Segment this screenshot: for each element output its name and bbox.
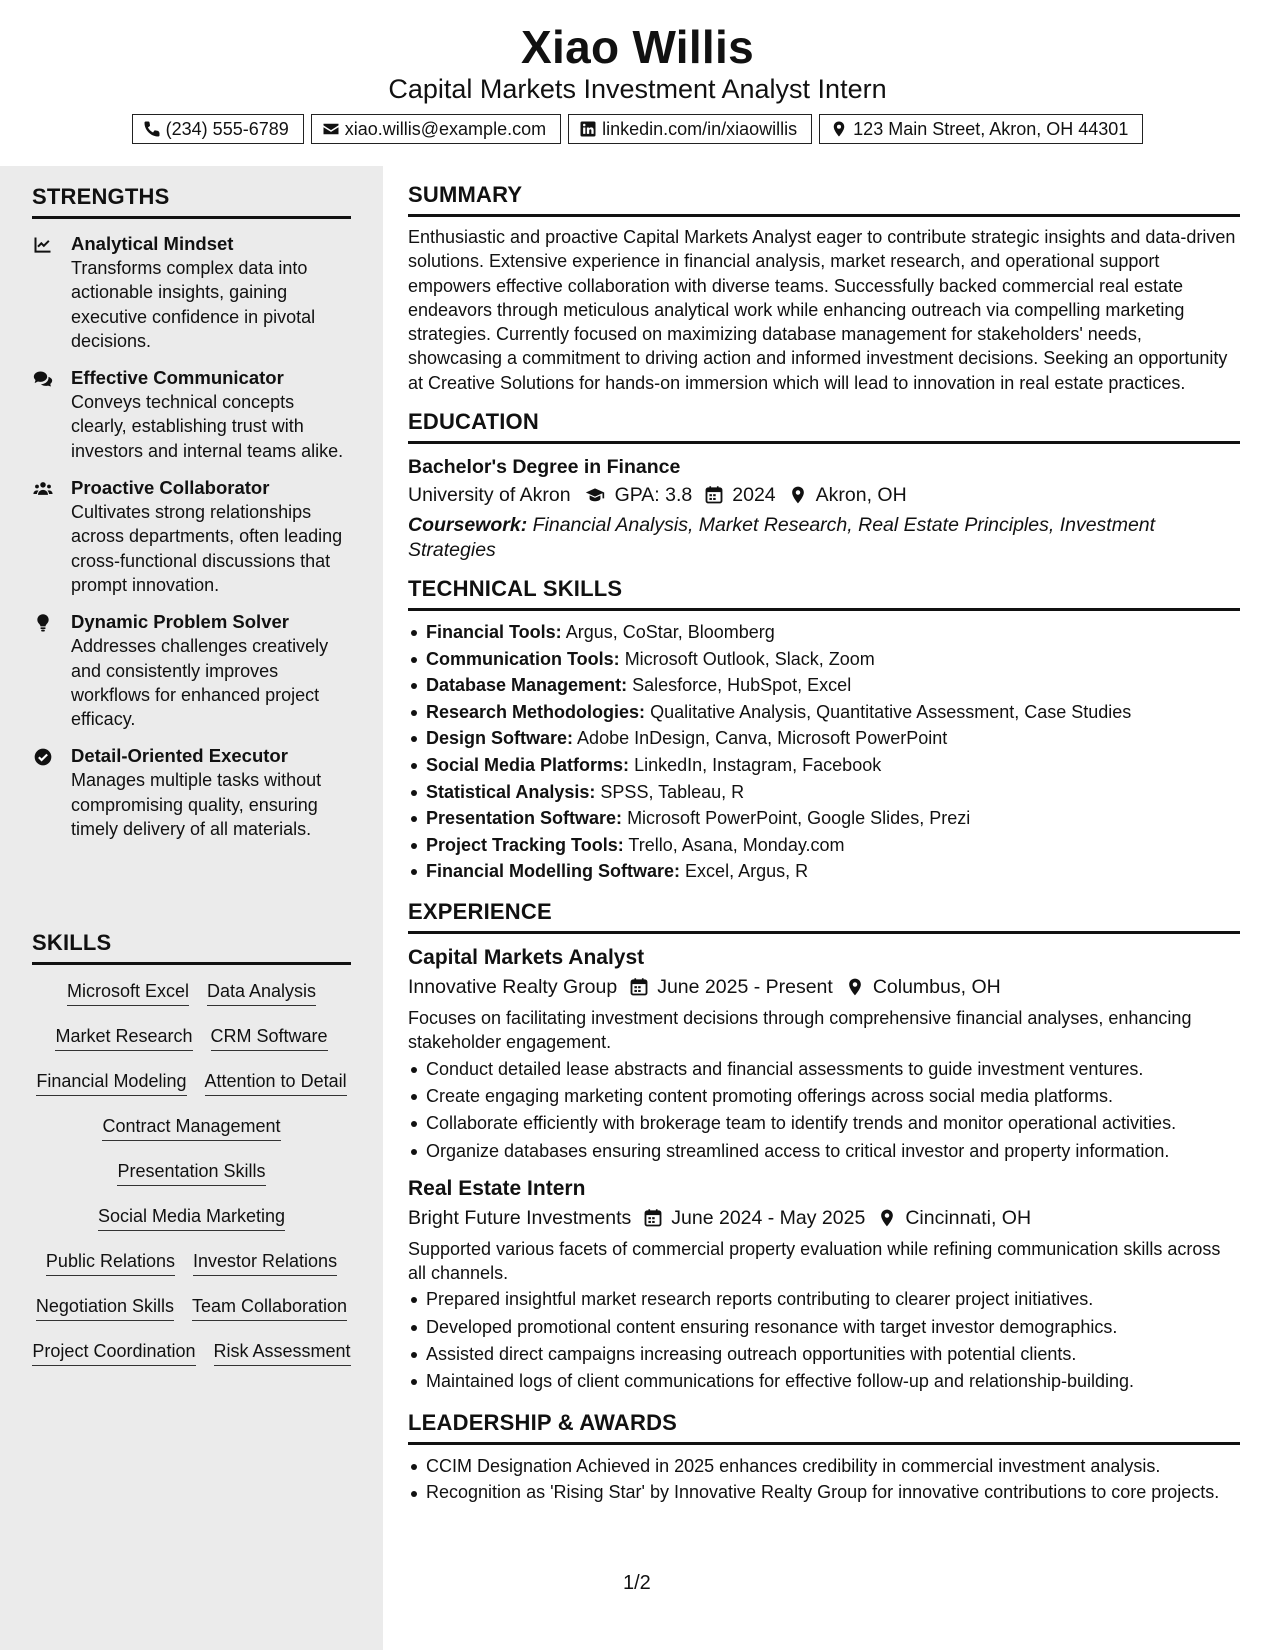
coursework-list: Financial Analysis, Market Research, Real Estate Principles, Investment Strategies (408, 514, 1156, 561)
linkedin-text: linkedin.com/in/xiaowillis (602, 118, 798, 139)
job-description: Focuses on facilitating investment decisions through comprehensive financial analyses, enhancing stakeholder engagement. (408, 1008, 1192, 1053)
coursework-label: Coursework: (408, 514, 528, 537)
linkedin-icon (579, 120, 597, 138)
address-text: 123 Main Street, Akron, OH 44301 (853, 118, 1129, 139)
job-bullets (408, 1286, 1240, 1395)
strength-desc: Conveys technical concepts clearly, establishing trust with investors and internal teams alike. (71, 392, 344, 461)
education-meta (408, 480, 1240, 510)
page-number: 1/2 (623, 1572, 651, 1594)
skill-category: Social Media Platforms: (426, 755, 630, 776)
strength-desc: Addresses challenges creatively and consistently improves workflows for enhanced project efficacy. (71, 636, 329, 730)
degree-title: Bachelor's Degree in Finance (408, 456, 681, 479)
skills-heading: SKILLS (32, 930, 351, 965)
experience-heading: EXPERIENCE (408, 899, 1240, 934)
skill-values: Trello, Asana, Monday.com (628, 834, 845, 855)
map-pin-icon (877, 1208, 897, 1228)
calendar-icon (704, 485, 724, 505)
skill-tag: Public Relations (46, 1249, 175, 1276)
strength-item (32, 744, 351, 841)
job-title: Real Estate Intern (408, 1176, 586, 1200)
strength-item (32, 610, 351, 731)
skill-values: Excel, Argus, R (685, 861, 809, 882)
summary-section (408, 182, 1240, 395)
strength-item (32, 232, 351, 353)
skills-section (32, 930, 351, 1366)
skill-tag: CRM Software (211, 1024, 328, 1051)
contact-address (819, 114, 1143, 144)
phone-text: (234) 555-6789 (165, 118, 289, 139)
users-icon (32, 479, 54, 499)
list-item: CCIM Designation Achieved in 2025 enhances credibility in commercial investment analysis. (408, 1453, 1240, 1480)
strength-desc: Transforms complex data into actionable insights, gaining executive confidence in pivotal decisions. (71, 258, 316, 351)
strength-title: Dynamic Problem Solver (71, 611, 289, 633)
skill-values: Microsoft Outlook, Slack, Zoom (624, 648, 875, 669)
skill-category: Research Methodologies: (426, 701, 646, 722)
awards-list (408, 1453, 1240, 1505)
skill-values: Argus, CoStar, Bloomberg (565, 622, 775, 643)
skill-category: Financial Tools: (426, 622, 562, 643)
job-title: Capital Markets Analyst (408, 946, 645, 970)
map-pin-icon (788, 485, 808, 505)
skill-tag: Microsoft Excel (67, 979, 189, 1006)
skill-values: Microsoft PowerPoint, Google Slides, Prezi (627, 808, 971, 829)
skill-tag: Attention to Detail (205, 1069, 347, 1096)
strength-desc: Cultivates strong relationships across departments, often leading cross-functional discussions that prompt innovation. (71, 502, 343, 595)
skill-category: Statistical Analysis: (426, 781, 596, 802)
job-entry (408, 1175, 1240, 1396)
summary-text: Enthusiastic and proactive Capital Markets Analyst eager to contribute strategic insights and data-driven solutions. Extensive experience in financial analysis, market research, and operational support empowers effective collaboration with diverse teams. Successfully backed commercial real estate endeavors through meticulous analytical work while enhancing outreach via compelling marketing strategies. Currently focused on maximizing database management for stakeholders' needs, showcasing a commitment to driving action and informed investment decisions. Seeking an opportunity at Creative Solutions for hands-on immersion which will lead to innovation in real estate practices. (408, 227, 1236, 393)
skill-tag: Risk Assessment (214, 1339, 351, 1366)
technical-skills-heading: TECHNICAL SKILLS (408, 576, 1240, 611)
contact-bar (0, 114, 1275, 144)
job-entry (408, 944, 1240, 1165)
strength-title: Effective Communicator (71, 367, 284, 389)
graduation-cap-icon (583, 485, 607, 505)
job-description: Supported various facets of commercial property evaluation while refining communication skills across all channels. (408, 1238, 1221, 1284)
skill-tag: Market Research (55, 1024, 192, 1051)
skill-category: Presentation Software: (426, 808, 623, 829)
skill-category: Project Tracking Tools: (426, 834, 624, 855)
candidate-name: Xiao Willis (521, 21, 754, 73)
list-item (408, 779, 1240, 806)
map-pin-icon (830, 120, 848, 138)
map-pin-icon (845, 977, 865, 997)
skill-values: SPSS, Tableau, R (600, 781, 745, 802)
skills-list (32, 979, 351, 1366)
list-item: Collaborate efficiently with brokerage team to identify trends and monitor operational activities. (408, 1110, 1240, 1137)
email-text: xiao.willis@example.com (344, 118, 547, 139)
list-item: Organize databases ensuring streamlined access to critical investor and property information. (408, 1138, 1240, 1165)
list-item (408, 672, 1240, 699)
comments-icon (32, 369, 54, 389)
graduation-year: 2024 (732, 484, 776, 507)
list-item (408, 646, 1240, 673)
school-name: University of Akron (408, 484, 571, 507)
skill-tag: Social Media Marketing (98, 1204, 285, 1231)
job-bullets (408, 1056, 1240, 1165)
technical-skills-section (408, 576, 1240, 885)
strength-item (32, 366, 351, 463)
list-item: Developed promotional content ensuring resonance with target investor demographics. (408, 1314, 1240, 1341)
skill-category: Database Management: (426, 675, 628, 696)
awards-section (408, 1410, 1240, 1505)
education-heading: EDUCATION (408, 409, 1240, 444)
skill-tag: Team Collaboration (192, 1294, 347, 1321)
skill-values: LinkedIn, Instagram, Facebook (634, 755, 882, 776)
contact-email (311, 114, 561, 144)
skill-tag: Data Analysis (207, 979, 316, 1006)
strength-title: Detail-Oriented Executor (71, 745, 288, 767)
skill-tag: Contract Management (102, 1114, 280, 1141)
list-item: Maintained logs of client communications for effective follow-up and relationship-building. (408, 1368, 1240, 1395)
education-location: Akron, OH (815, 484, 907, 507)
job-location: Cincinnati, OH (905, 1206, 1032, 1229)
job-title: Capital Markets Investment Analyst Intern (388, 74, 887, 104)
list-item (408, 805, 1240, 832)
strength-item (32, 476, 351, 597)
list-item (408, 858, 1240, 885)
job-meta (408, 972, 1240, 1002)
strength-title: Analytical Mindset (71, 233, 234, 254)
envelope-icon (322, 120, 340, 138)
summary-heading: SUMMARY (408, 182, 1240, 217)
list-item: Recognition as 'Rising Star' by Innovative Realty Group for innovative contributions to core projects. (408, 1480, 1240, 1504)
skill-tag: Investor Relations (193, 1249, 337, 1276)
skill-values: Qualitative Analysis, Quantitative Assessment, Case Studies (650, 701, 1132, 722)
skill-values: Adobe InDesign, Canva, Microsoft PowerPoint (577, 728, 948, 749)
main-content (408, 166, 1240, 1504)
strengths-heading: STRENGTHS (32, 184, 351, 219)
experience-section (408, 899, 1240, 1396)
skill-tag: Presentation Skills (117, 1159, 265, 1186)
contact-phone (132, 114, 304, 144)
job-location: Columbus, OH (872, 976, 1001, 999)
skill-category: Design Software: (426, 728, 574, 749)
skill-category: Communication Tools: (426, 648, 620, 669)
education-section (408, 409, 1240, 562)
list-item (408, 725, 1240, 752)
list-item: Create engaging marketing content promoting offerings across social media platforms. (408, 1083, 1240, 1110)
calendar-icon (643, 1208, 663, 1228)
job-meta (408, 1203, 1240, 1233)
coursework (408, 513, 1240, 562)
list-item (408, 619, 1240, 646)
awards-heading: LEADERSHIP & AWARDS (408, 1410, 1240, 1445)
list-item: Assisted direct campaigns increasing outreach opportunities with potential clients. (408, 1341, 1240, 1368)
company-name: Innovative Realty Group (408, 976, 618, 999)
strength-desc: Manages multiple tasks without compromising quality, ensuring timely delivery of all materials. (71, 770, 322, 840)
list-item: Conduct detailed lease abstracts and financial assessments to guide investment ventures. (408, 1056, 1240, 1083)
strengths-section (32, 184, 351, 841)
phone-icon (143, 120, 161, 138)
contact-linkedin (568, 114, 812, 144)
job-dates: June 2025 - Present (657, 976, 833, 999)
skill-tag: Financial Modeling (36, 1069, 186, 1096)
list-item (408, 752, 1240, 779)
skill-values: Salesforce, HubSpot, Excel (632, 675, 852, 696)
company-name: Bright Future Investments (408, 1206, 632, 1229)
list-item (408, 832, 1240, 859)
gpa: GPA: 3.8 (614, 484, 693, 507)
calendar-icon (629, 977, 649, 997)
skill-tag: Negotiation Skills (36, 1294, 174, 1321)
skill-tag: Project Coordination (32, 1339, 195, 1366)
skill-category: Financial Modelling Software: (426, 861, 681, 882)
technical-skills-list (408, 619, 1240, 885)
strength-title: Proactive Collaborator (71, 477, 270, 499)
sidebar (0, 166, 383, 1650)
list-item: Prepared insightful market research reports contributing to clearer project initiatives. (408, 1286, 1240, 1313)
chart-line-icon (32, 235, 54, 255)
check-circle-icon (32, 747, 54, 767)
list-item (408, 699, 1240, 726)
lightbulb-icon (32, 613, 54, 633)
job-dates: June 2024 - May 2025 (671, 1206, 866, 1229)
